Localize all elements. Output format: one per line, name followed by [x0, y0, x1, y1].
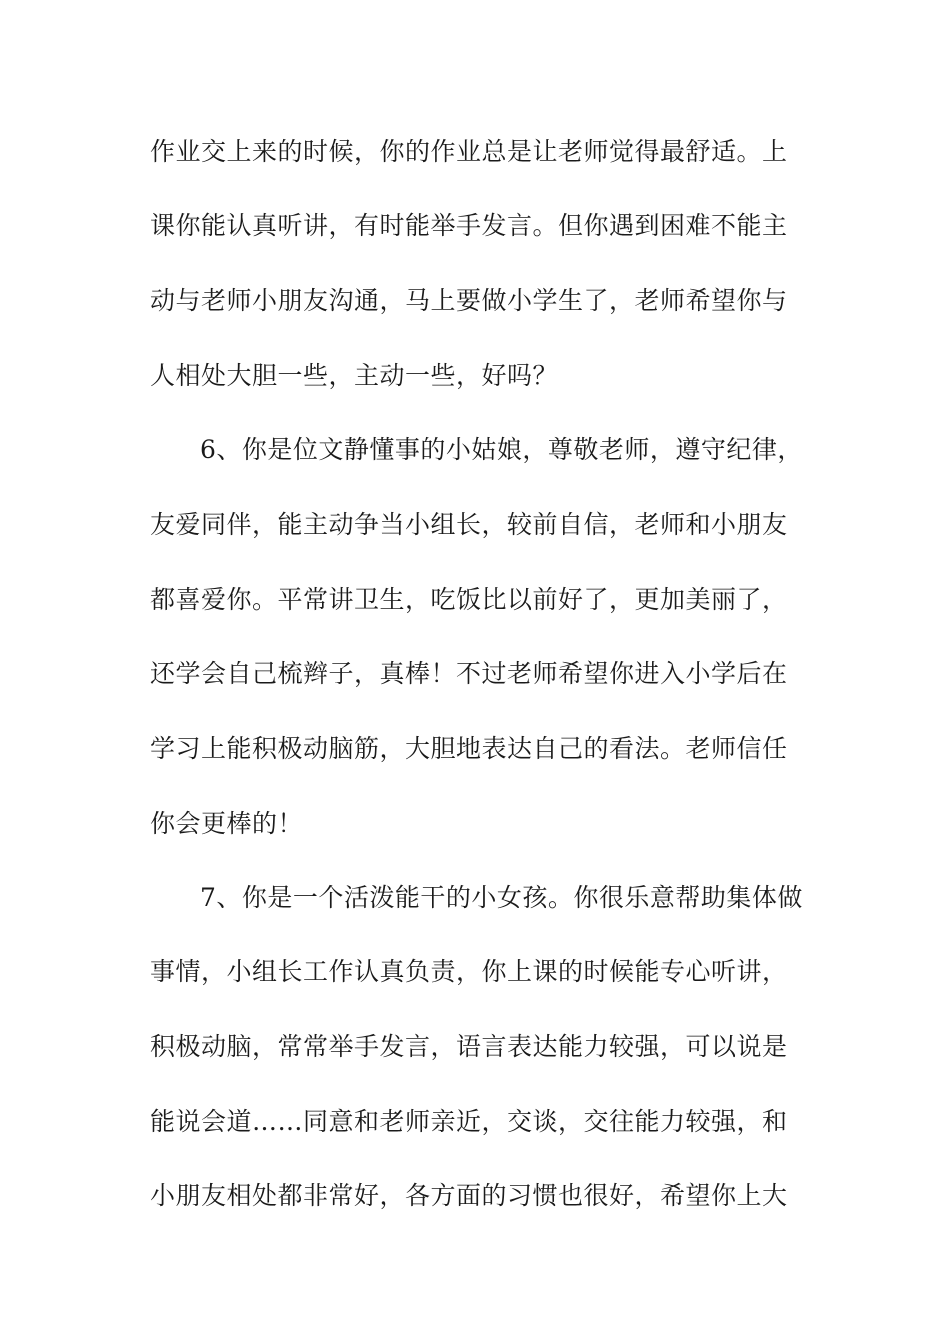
text-line: 课你能认真听讲，有时能举手发言。但你遇到困难不能主 — [150, 211, 788, 240]
text-line: 作业交上来的时候，你的作业总是让老师觉得最舒适。上 — [150, 137, 788, 166]
paragraph-6-first-line: 6、你是位文静懂事的小姑娘，尊敬老师，遵守纪律， — [200, 435, 803, 464]
text-line: 学习上能积极动脑筋，大胆地表达自己的看法。老师信任 — [150, 734, 788, 763]
text-line: 还学会自己梳辫子，真棒！不过老师希望你进入小学后在 — [150, 659, 788, 688]
text-line: 积极动脑，常常举手发言，语言表达能力较强，可以说是 — [150, 1032, 788, 1061]
text-line: 事情，小组长工作认真负责，你上课的时候能专心听讲， — [150, 957, 788, 986]
paragraph-7-first-line: 7、你是一个活泼能干的小女孩。你很乐意帮助集体做 — [200, 883, 803, 912]
text-line: 动与老师小朋友沟通，马上要做小学生了，老师希望你与 — [150, 286, 788, 315]
text-line: 友爱同伴，能主动争当小组长，较前自信，老师和小朋友 — [150, 510, 788, 539]
text-line: 人相处大胆一些，主动一些，好吗？ — [150, 361, 559, 390]
text-line: 你会更棒的！ — [150, 809, 304, 838]
text-line: 小朋友相处都非常好，各方面的习惯也很好，希望你上大 — [150, 1181, 788, 1210]
text-line: 能说会道……同意和老师亲近，交谈，交往能力较强，和 — [150, 1107, 788, 1136]
text-line: 都喜爱你。平常讲卫生，吃饭比以前好了，更加美丽了， — [150, 585, 788, 614]
